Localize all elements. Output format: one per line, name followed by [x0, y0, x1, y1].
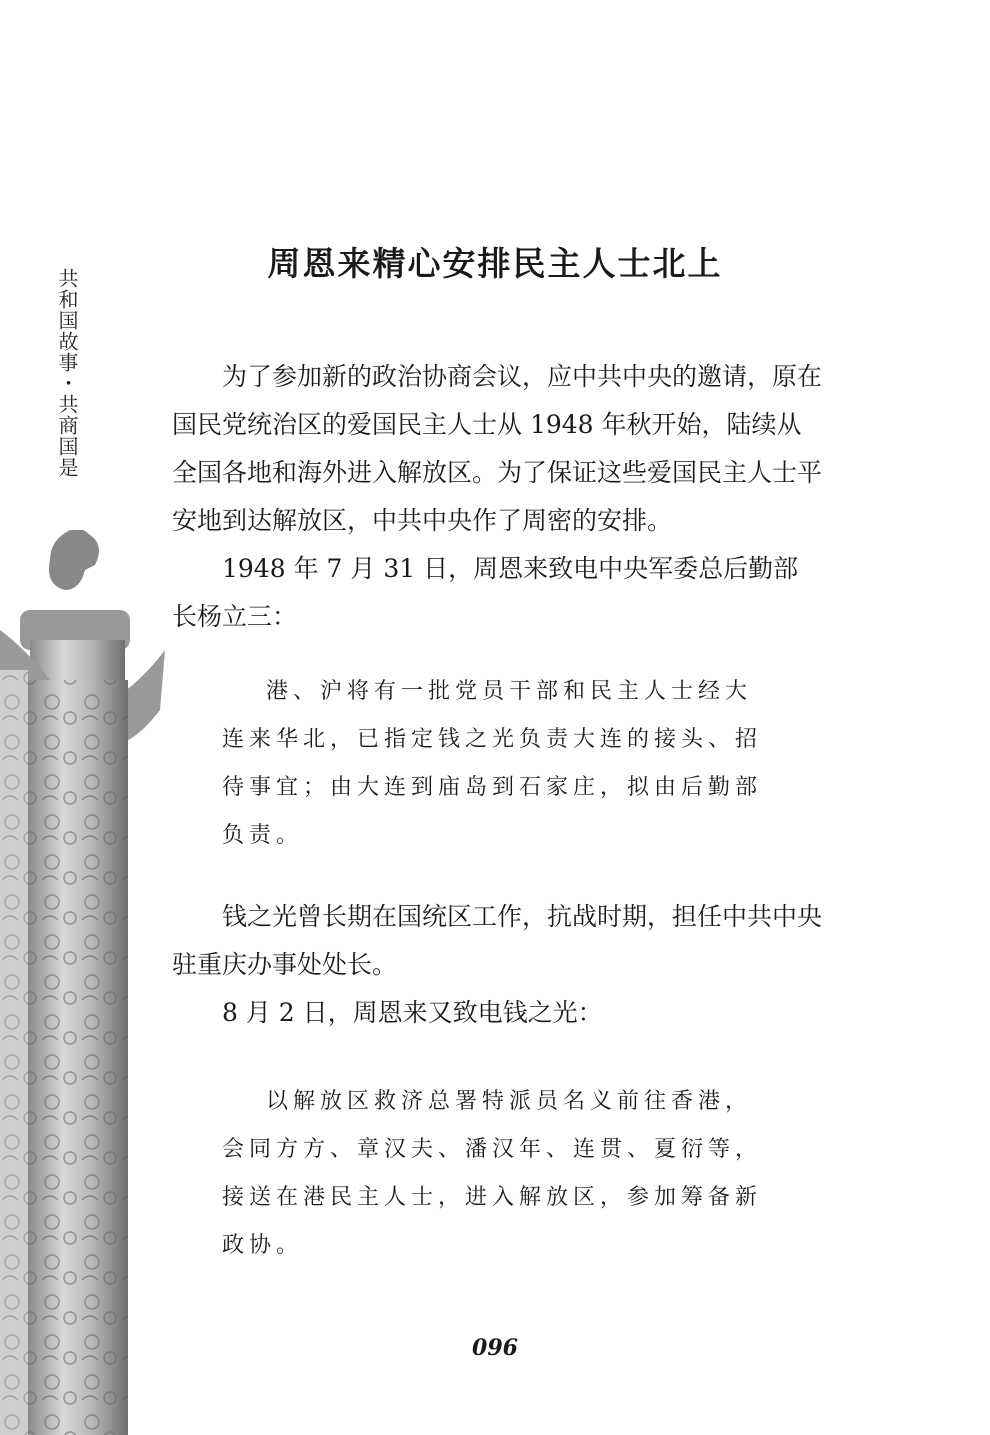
block-quote: [222, 1078, 772, 1270]
running-header: 共和国故事・共商国是: [55, 268, 79, 478]
quote-text: 港、沪将有一批党员干部和民主人士经大连来华北，已指定钱之光负责大连的接头、招待事宜；由大连到庙岛到石家庄，拟由后勤部负责。: [222, 679, 763, 848]
paragraph: 钱之光曾长期在国统区工作，抗战时期，担任中共中央驻重庆办事处处长。: [172, 902, 823, 979]
paragraph: 8 月 2 日，周恩来又致电钱之光：: [222, 998, 603, 1027]
paragraph: 为了参加新的政治协商会议，应中共中央的邀请，原在国民党统治区的爱国民主人士从 1948 年秋开始，陆续从全国各地和海外进入解放区。为了保证这些爱国民主人士平安地到达解放区，中共中央作了周密的安排。: [172, 362, 823, 535]
page-number: 096: [472, 1335, 518, 1361]
paragraph: 1948 年 7 月 31 日，周恩来致电中央军委总后勤部长杨立三：: [172, 554, 799, 631]
article-title: 周恩来精心安排民主人士北上: [267, 244, 723, 283]
block-quote: [222, 668, 772, 860]
huabiao-pillar-illustration: [0, 530, 175, 1435]
body-section-2: [172, 893, 822, 1037]
body-section-1: [172, 353, 822, 641]
quote-text: 以解放区救济总署特派员名义前往香港，会同方方、章汉夫、潘汉年、连贯、夏衍等，接送在港民主人士，进入解放区，参加筹备新政协。: [222, 1089, 763, 1258]
